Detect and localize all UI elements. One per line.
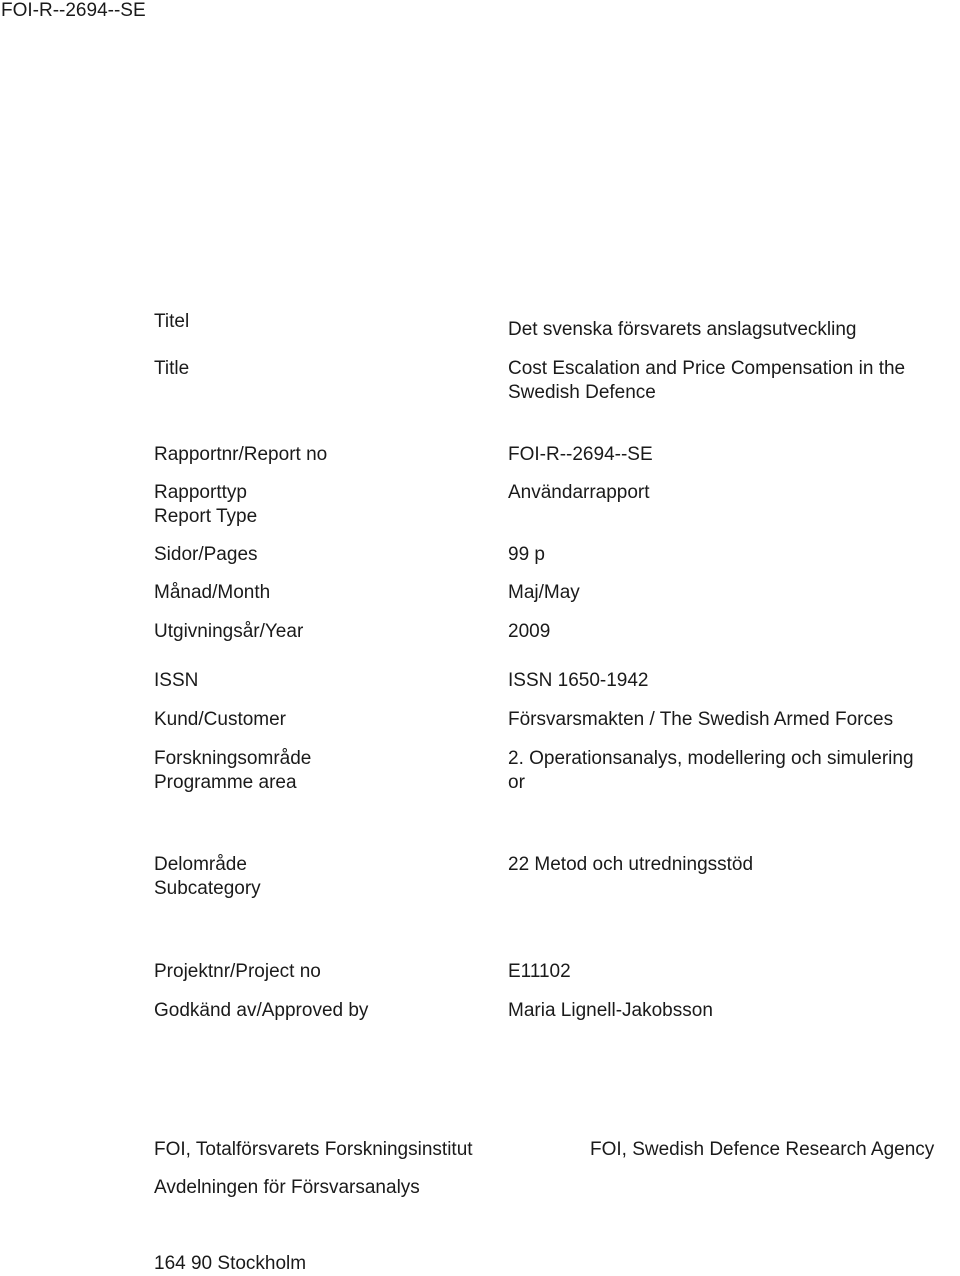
subcategory-label-line-2: Subcategory	[154, 878, 261, 899]
pages-value: 99 p	[508, 544, 545, 565]
year-label: Utgivningsår/Year	[154, 621, 304, 642]
title-value-line-2: Swedish Defence	[508, 382, 656, 403]
approved-by-value: Maria Lignell-Jakobsson	[508, 1000, 713, 1021]
issn-label: ISSN	[154, 670, 199, 691]
programme-area-value-line-2: or	[508, 772, 525, 793]
footer-division: Avdelningen för Försvarsanalys	[154, 1177, 420, 1198]
titel-value: Det svenska försvarets anslagsutveckling	[508, 319, 857, 340]
report-type-label-line-2: Report Type	[154, 506, 258, 527]
project-no-label: Projektnr/Project no	[154, 961, 321, 982]
pages-label: Sidor/Pages	[154, 544, 258, 565]
programme-area-label-line-1: Forskningsområde	[154, 748, 312, 769]
subcategory-label-line-1: Delområde	[154, 854, 247, 875]
customer-label: Kund/Customer	[154, 709, 287, 730]
titel-label: Titel	[154, 311, 190, 332]
footer-address: 164 90 Stockholm	[154, 1253, 307, 1274]
month-value: Maj/May	[508, 582, 580, 603]
customer-value: Försvarsmakten / The Swedish Armed Forces	[508, 709, 894, 730]
title-value-line-1: Cost Escalation and Price Compensation in the	[508, 358, 906, 379]
programme-area-value	[508, 747, 914, 795]
report-type-label-line-1: Rapporttyp	[154, 482, 247, 503]
programme-area-label-line-2: Programme area	[154, 772, 297, 793]
report-type-label	[154, 481, 257, 529]
approved-by-label: Godkänd av/Approved by	[154, 1000, 369, 1021]
subcategory-value: 22 Metod och utredningsstöd	[508, 854, 754, 875]
programme-area-value-line-1: 2. Operationsanalys, modellering och simulering	[508, 748, 914, 769]
project-no-value: E11102	[508, 961, 571, 982]
footer-org-english: FOI, Swedish Defence Research Agency	[590, 1139, 935, 1160]
issn-value: ISSN 1650-1942	[508, 670, 649, 691]
month-label: Månad/Month	[154, 582, 271, 603]
title-label: Title	[154, 358, 190, 379]
report-id-header: FOI-R--2694--SE	[1, 0, 146, 21]
year-value: 2009	[508, 621, 551, 642]
report-type-value: Användarrapport	[508, 482, 650, 503]
title-value	[508, 357, 905, 405]
report-no-label: Rapportnr/Report no	[154, 444, 328, 465]
programme-area-label	[154, 747, 311, 795]
footer-org-swedish: FOI, Totalförsvarets Forskningsinstitut	[154, 1139, 473, 1160]
subcategory-label	[154, 853, 261, 901]
report-no-value: FOI-R--2694--SE	[508, 444, 653, 465]
